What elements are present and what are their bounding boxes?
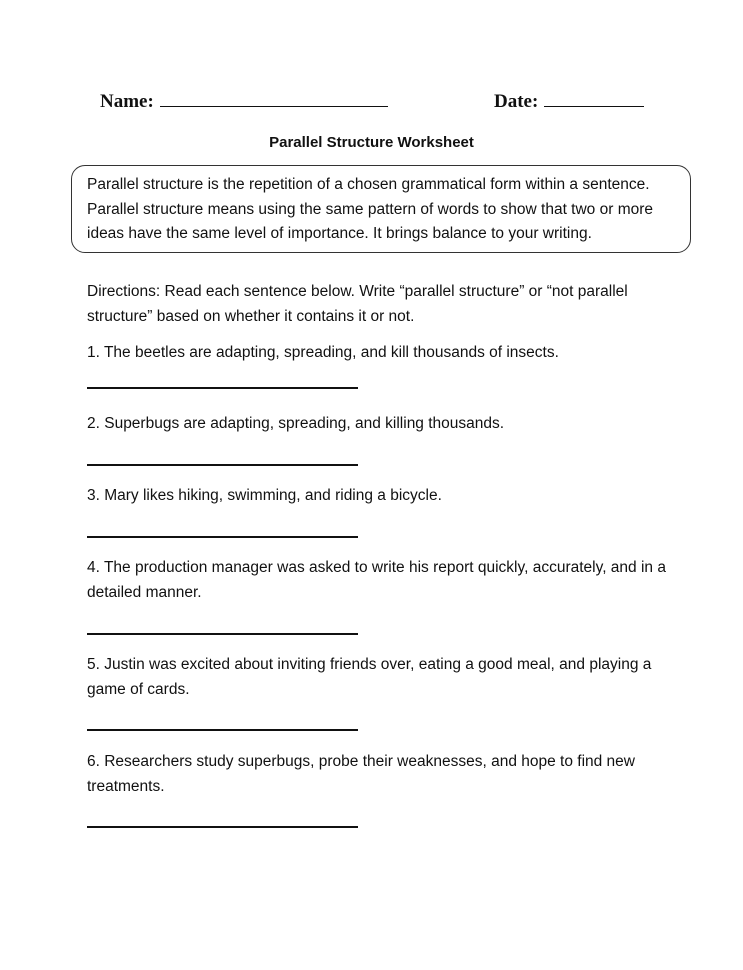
directions: Directions: Read each sentence below. Write “parallel structure” or “not parallel structure” based on whether it contains it or not.: [87, 283, 628, 325]
answer-line-5[interactable]: [87, 729, 358, 731]
name-field: [100, 88, 388, 113]
question-2: 2. Superbugs are adapting, spreading, and killing thousands.: [87, 415, 505, 432]
question-3: 3. Mary likes hiking, swimming, and riding a bicycle.: [87, 487, 442, 504]
question-4: 4. The production manager was asked to write his report quickly, accurately, and in a detailed manner.: [87, 559, 666, 601]
date-field: [494, 88, 644, 113]
answer-line-3[interactable]: [87, 536, 358, 538]
name-blank[interactable]: [160, 88, 388, 107]
question-5: 5. Justin was excited about inviting friends over, eating a good meal, and playing a game of cards.: [87, 656, 652, 698]
intro-box: Parallel structure is the repetition of a chosen grammatical form within a sentence. Parallel structure means using the same pattern of words to show that two or more ideas have the same level of importance. It brings balance to your writing.: [71, 165, 691, 253]
question-1: 1. The beetles are adapting, spreading, and kill thousands of insects.: [87, 344, 559, 361]
answer-line-6[interactable]: [87, 826, 358, 828]
date-blank[interactable]: [544, 88, 644, 107]
answer-line-2[interactable]: [87, 464, 358, 466]
worksheet-title: Parallel Structure Worksheet: [269, 134, 474, 151]
question-6: 6. Researchers study superbugs, probe their weaknesses, and hope to find new treatments.: [87, 753, 635, 795]
date-label: Date:: [494, 91, 539, 112]
name-label: Name:: [100, 91, 154, 112]
answer-line-4[interactable]: [87, 633, 358, 635]
answer-line-1[interactable]: [87, 387, 358, 389]
